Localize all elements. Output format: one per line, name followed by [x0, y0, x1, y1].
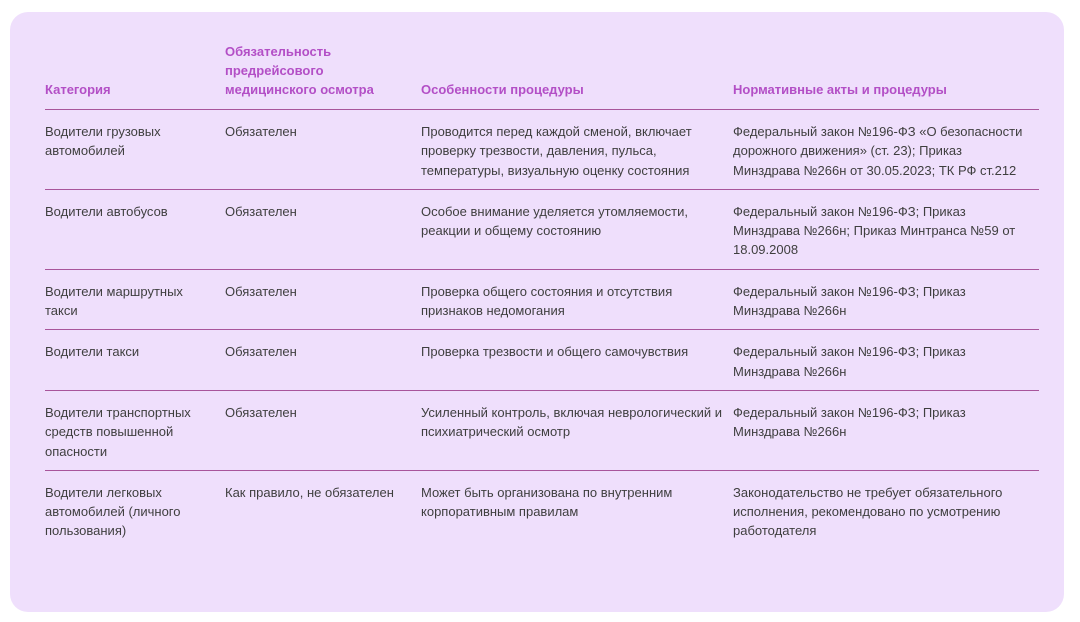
header-row [45, 42, 1039, 110]
cell-regulations: Федеральный закон №196-ФЗ; Приказ Минздрава №266н; Приказ Минтранса №59 от 18.09.2008 [733, 189, 1039, 269]
table-card [10, 12, 1064, 612]
cell-procedure: Может быть организована по внутренним корпоративным правилам [421, 484, 673, 520]
cell-obligation: Обязателен [225, 110, 421, 190]
table-row [45, 390, 1039, 470]
cell-category: Водители легковых автомобилей (личного пользования) [45, 484, 181, 539]
cell-regulations: Законодательство не требует обязательного исполнения, рекомендовано по усмотрению работодателя [733, 484, 1003, 539]
header-procedure-features: Особенности процедуры [421, 42, 733, 110]
cell-procedure: Проверка общего состояния и отсутствия признаков недомогания [421, 269, 733, 330]
header-obligation: Обязательность предрейсового медицинского осмотра [225, 42, 421, 110]
table-header [45, 42, 1039, 110]
cell-obligation: Обязателен [225, 390, 421, 470]
cell-regulations: Федеральный закон №196-ФЗ; Приказ Минздрава №266н [733, 269, 1039, 330]
cell-category: Водители автобусов [45, 189, 225, 269]
cell-procedure: Особое внимание уделяется утомляемости, реакции и общему состоянию [421, 189, 733, 269]
table-row [45, 470, 1039, 549]
cell-procedure: Усиленный контроль, включая неврологический и психиатрический осмотр [421, 390, 733, 470]
cell-procedure: Проводится перед каждой сменой, включает проверку трезвости, давления, пульса, температуры, визуальную оценку состояния [421, 110, 733, 190]
cell-obligation: Обязателен [225, 189, 421, 269]
cell-category: Водители грузовых автомобилей [45, 110, 225, 190]
cell-regulations: Федеральный закон №196-ФЗ; Приказ Минздрава №266н [733, 330, 1039, 391]
driver-medical-checks-table [45, 42, 1039, 550]
cell-obligation: Обязателен [225, 330, 421, 391]
cell-regulations: Федеральный закон №196-ФЗ; Приказ Минздрава №266н [733, 390, 1039, 470]
cell-obligation: Как правило, не обязателен [225, 484, 394, 500]
cell-category: Водители маршрутных такси [45, 269, 225, 330]
table-row [45, 110, 1039, 190]
table-body [45, 110, 1039, 550]
header-regulations: Нормативные акты и процедуры [733, 42, 1039, 110]
table-row [45, 330, 1039, 391]
cell-procedure: Проверка трезвости и общего самочувствия [421, 330, 733, 391]
cell-regulations: Федеральный закон №196-ФЗ «О безопасности дорожного движения» (ст. 23); Приказ Минздрава №266н от 30.05.2023; ТК РФ ст.212 [733, 110, 1039, 190]
table-row [45, 189, 1039, 269]
cell-obligation: Обязателен [225, 269, 421, 330]
table-row [45, 269, 1039, 330]
cell-category: Водители транспортных средств повышенной опасности [45, 390, 225, 470]
header-category: Категория [45, 42, 225, 110]
cell-category: Водители такси [45, 330, 225, 391]
